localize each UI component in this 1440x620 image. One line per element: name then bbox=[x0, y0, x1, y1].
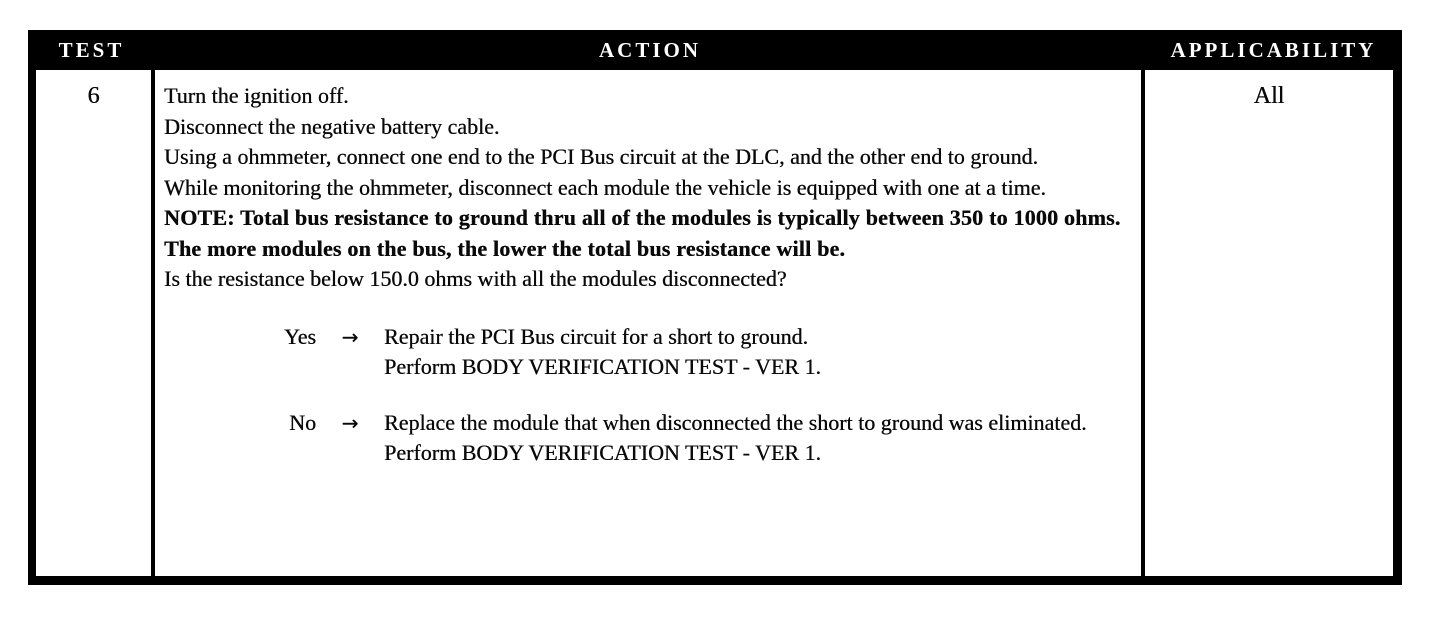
test-number-cell: 6 bbox=[36, 70, 155, 576]
answer-line: Perform BODY VERIFICATION TEST - VER 1. bbox=[384, 354, 821, 379]
answer-label: No bbox=[289, 409, 316, 435]
answer-line: Replace the module that when disconnected the short to ground was eliminated. bbox=[384, 409, 1087, 435]
answer-list bbox=[164, 322, 1133, 469]
action-step: NOTE: Total bus resistance to ground thru all of the modules is typically between 350 to 1000 ohms. The more modules on the bus, the lower the total bus resistance will be. bbox=[164, 205, 1121, 261]
answer-label: Yes bbox=[283, 323, 316, 349]
action-step: Turn the ignition off. bbox=[164, 83, 349, 108]
answer-line: Perform BODY VERIFICATION TEST - VER 1. bbox=[384, 440, 821, 465]
column-header-test: TEST bbox=[58, 37, 125, 62]
action-cell bbox=[155, 70, 1145, 576]
column-header-applicability: APPLICABILITY bbox=[1170, 37, 1377, 62]
action-step: Is the resistance below 150.0 ohms with all the modules disconnected? bbox=[164, 266, 787, 291]
right-arrow-icon: → bbox=[341, 324, 359, 349]
applicability-cell: All bbox=[1253, 83, 1285, 109]
action-step: While monitoring the ohmmeter, disconnect each module the vehicle is equipped with one at a time. bbox=[164, 174, 1046, 200]
action-step: Disconnect the negative battery cable. bbox=[164, 113, 500, 139]
answer-row bbox=[164, 322, 1133, 383]
answer-line: Repair the PCI Bus circuit for a short to ground. bbox=[384, 323, 809, 349]
table-row bbox=[28, 70, 1402, 585]
diagnostic-test-table bbox=[28, 30, 1402, 585]
answer-row bbox=[164, 408, 1133, 469]
answer-text bbox=[384, 322, 1133, 383]
action-steps bbox=[164, 81, 1133, 295]
column-header-action: ACTION bbox=[598, 37, 701, 62]
action-step: Using a ohmmeter, connect one end to the PCI Bus circuit at the DLC, and the other end to ground. bbox=[164, 144, 1039, 169]
answer-text bbox=[384, 408, 1133, 469]
table-header-row bbox=[28, 30, 1402, 70]
right-arrow-icon: → bbox=[341, 410, 359, 435]
